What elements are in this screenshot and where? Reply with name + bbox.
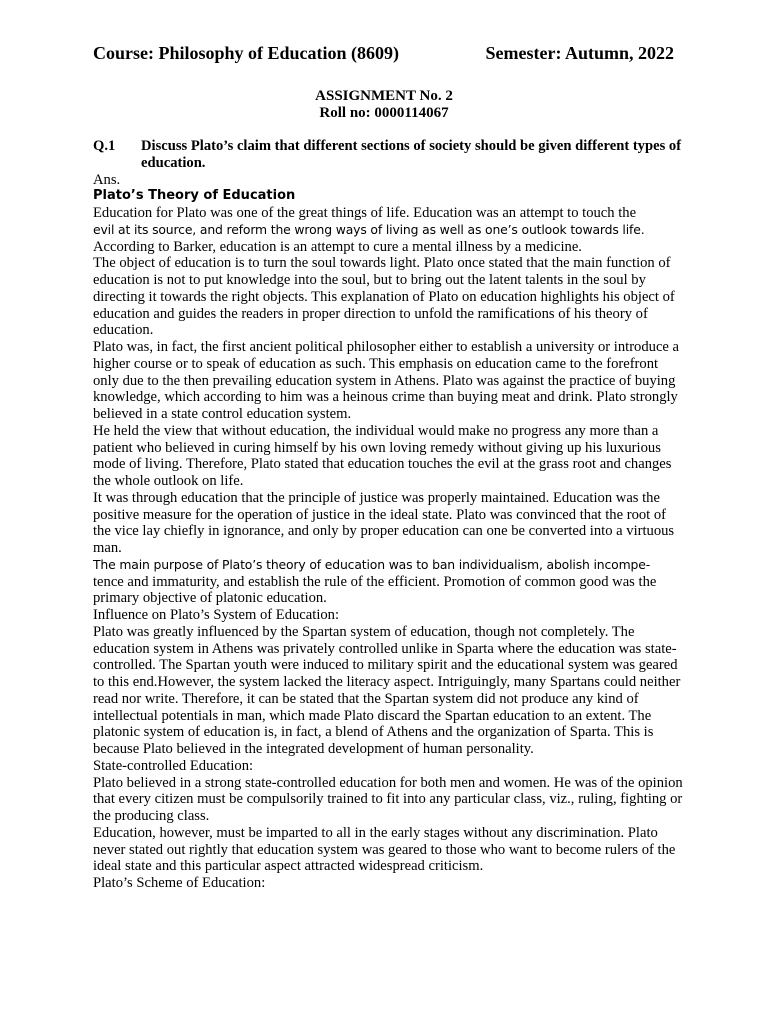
paragraph-4: He held the view that without education, the individual would make no progress any more than a patient who believed in curing himself by his own loving remedy without giving up his luxurious mode of living. Therefore, Plato stated that education touches the evil at the grass root and changes the whole outlook on life. bbox=[93, 422, 672, 489]
influence-heading: Influence on Plato’s System of Education: bbox=[93, 607, 340, 623]
paragraph-1-line-1: Education for Plato was one of the great things of life. Education was an attempt to touch the bbox=[93, 205, 637, 221]
paragraph-5: It was through education that the principle of justice was properly maintained. Education was the positive measure for the operation of justice in the ideal state. Plato was convinced that the root of the vice lay chiefly in ignorance, and only by proper education can one be converted into a virtuous man. bbox=[93, 489, 675, 556]
section-heading: Plato’s Theory of Education bbox=[93, 188, 296, 204]
state-controlled-heading: State-controlled Education: bbox=[93, 757, 254, 774]
scheme-heading: Plato’s Scheme of Education: bbox=[93, 875, 266, 891]
paragraph-7: Plato was greatly influenced by the Spartan system of education, though not completely. The education system in Athens was privately controlled unlike in Sparta where the education was state-controlled. The Spartan youth were induced to military spirit and the educational system was geared to this end.However, the system lacked the literacy aspect. Intriguingly, many Spartans could neither read nor write. Therefore, it can be stated that the Spartan system did not produce any kind of intellectual potentials in man, which made Plato discard the Spartan education to an extent. The platonic system of education is, in fact, a blend of Athens and the organization of Sparta. This is because Plato believed in the integrated development of human personality. bbox=[93, 623, 681, 757]
page-header bbox=[93, 42, 674, 64]
question-number: Q.1 bbox=[93, 138, 116, 154]
question-block bbox=[93, 138, 687, 172]
answer-label: Ans. bbox=[93, 171, 121, 188]
assignment-heading bbox=[0, 88, 768, 122]
question-text: Discuss Plato’s claim that different sections of society should be given different types of education. bbox=[141, 138, 682, 171]
roll-number: Roll no: 0000114067 bbox=[319, 105, 449, 121]
document-body bbox=[93, 138, 687, 892]
paragraph-9: Education, however, must be imparted to all in the early stages without any discrimination. Plato never stated out rightly that education system was geared to those who want to become rulers of the ideal state and this particular aspect attracted widespread criticism. bbox=[93, 824, 676, 875]
assignment-title: ASSIGNMENT No. 2 bbox=[315, 88, 453, 104]
course-title: Course: Philosophy of Education (8609) bbox=[93, 43, 400, 63]
paragraph-6-line-1: The main purpose of Plato’s theory of education was to ban individualism, abolish incompe- bbox=[93, 556, 651, 572]
paragraph-2: The object of education is to turn the soul towards light. Plato once stated that the main function of education is not to put knowledge into the soul, but to bring out the latent talents in the soul by directing it towards the right objects. This explanation of Plato on education highlights his object of education and guides the readers in proper direction to unfold the ramifications of his theory of education. bbox=[93, 255, 675, 339]
paragraph-6-rest: tence and immaturity, and establish the rule of the efficient. Promotion of common good was the primary objective of platonic education. bbox=[93, 573, 657, 607]
paragraph-1-line-2: evil at its source, and reform the wrong ways of living as well as one’s outlook towards life. bbox=[93, 221, 645, 237]
paragraph-1-line-3: According to Barker, education is an attempt to cure a mental illness by a medicine. bbox=[93, 238, 582, 255]
paragraph-8: Plato believed in a strong state-controlled education for both men and women. He was of the opinion that every citizen must be compulsorily trained to fit into any particular class, viz., ruling, fighting or the producing class. bbox=[93, 774, 683, 824]
semester-label: Semester: Autumn, 2022 bbox=[485, 43, 674, 63]
paragraph-3: Plato was, in fact, the first ancient political philosopher either to establish a university or introduce a higher course or to speak of education as such. This emphasis on education came to the forefront only due to the then prevailing education system in Athens. Plato was against the practice of buying knowledge, which according to him was a heinous crime than buying meat and drink. Plato strongly believed in a state control education system. bbox=[93, 339, 680, 422]
